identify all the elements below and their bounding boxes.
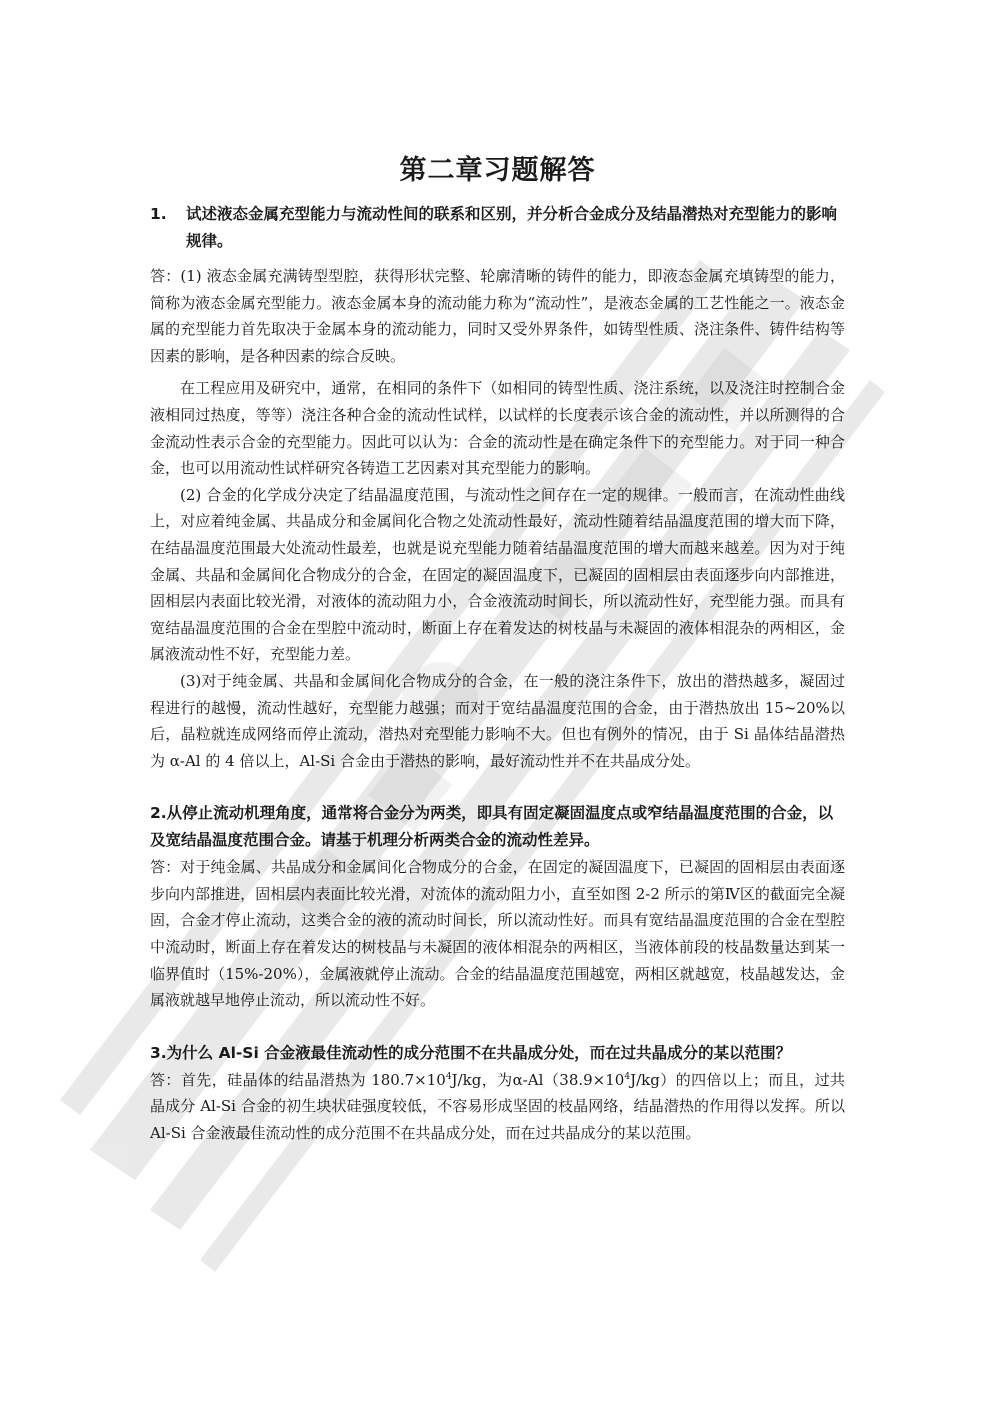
answer-3-sup-1: 4	[445, 1071, 452, 1082]
answer-3-sup-2: 4	[624, 1071, 631, 1082]
answer-1-paragraph-4: (3)对于纯金属、共晶和金属间化合物成分的合金，在一般的浇注条件下，放出的潜热越多，凝固过程进行的越慢，流动性越好，充型能力越强；而对于宽结晶温度范围的合金，由于潜热放出 15~20%以后，晶粒就连成网络而停止流动，潜热对充型能力影响不大。但也有例外的情况，由于 Si 晶体结晶潜热为 α-Al 的 4 倍以上，Al-Si 合金由于潜热的影响，最好流动性并不在共晶成分处。	[150, 671, 845, 770]
answer-1-paragraph-1: 答：(1) 液态金属充满铸型型腔，获得形状完整、轮廓清晰的铸件的能力，即液态金属充填铸型的能力，简称为液态金属充型能力。液态金属本身的流动能力称为“流动性”，是液态金属的工艺性能之一。液态金属的充型能力首先取决于金属本身的流动能力，同时又受外界条件，如铸型性质、浇注条件、铸件结构等因素的影响，是各种因素的综合反映。	[150, 267, 845, 365]
answer-3-part-2: J/kg，为α-Al（38.9×10	[451, 1070, 625, 1089]
question-1	[150, 201, 845, 255]
question-3: 3.为什么 Al-Si 合金液最佳流动性的成分范围不在共晶成分处，而在过共晶成分的某以范围？	[150, 1043, 792, 1062]
question-1-number: 1.	[150, 205, 167, 223]
answer-1-paragraph-2: 在工程应用及研究中，通常，在相同的条件下（如相同的铸型性质、浇注系统，以及浇注时控制合金液相同过热度，等等）浇注各种合金的流动性试样，以试样的长度表示该合金的流动性，并以所测得的合金流动性表示合金的充型能力。因此可以认为：合金的流动性是在确定条件下的充型能力。对于同一种合金，也可以用流动性试样研究各铸造工艺因素对其充型能力的影响。	[150, 379, 845, 478]
document-page	[150, 148, 845, 1147]
question-1-text: 试述液态金属充型能力与流动性间的联系和区别，并分析合金成分及结晶潜热对充型能力的影响规律。	[186, 205, 838, 250]
answer-3-part-1: 答：首先，硅晶体的结晶潜热为 180.7×10	[150, 1070, 446, 1089]
question-2: 2.从停止流动机理角度，通常将合金分为两类，即具有固定凝固温度点或窄结晶温度范围的合金，以及宽结晶温度范围合金。请基于机理分析两类合金的流动性差异。	[150, 804, 834, 850]
answer-3	[150, 1067, 845, 1147]
answer-3-part-3: J/kg）的四倍以上；而且，过共晶成分 Al-Si 合金的初生块状硅强度较低，不容易形成坚固的枝晶网络，结晶潜热的作用得以发挥。所以 Al-Si 合金液最佳流动性的成分范围不在共晶成分处，而在过共晶成分的某以范围。	[150, 1070, 845, 1143]
answer-1-paragraph-3: (2) 合金的化学成分决定了结晶温度范围，与流动性之间存在一定的规律。一般而言，在流动性曲线上，对应着纯金属、共晶成分和金属间化合物之处流动性最好，流动性随着结晶温度范围的增大而下降，在结晶温度范围最大处流动性最差，也就是说充型能力随着结晶温度范围的增大而越来越差。因为对于纯金属、共晶和金属间化合物成分的合金，在固定的凝固温度下，已凝固的固相层由表面逐步向内部推进，固相层内表面比较光滑，对液体的流动阻力小，合金液流动时间长，所以流动性好，充型能力强。而具有宽结晶温度范围的合金在型腔中流动时，断面上存在着发达的树枝晶与未凝固的液体相混杂的两相区，金属液流动性不好，充型能力差。	[150, 485, 845, 664]
answer-2: 答：对于纯金属、共晶成分和金属间化合物成分的合金，在固定的凝固温度下，已凝固的固相层由表面逐步向内部推进，固相层内表面比较光滑，对流体的流动阻力小，直至如图 2-2 所示的第Ⅳ区的截面完全凝固，合金才停止流动，这类合金的液的流动时间长，所以流动性好。而具有宽结晶温度范围的合金在型腔中流动时，断面上存在着发达的树枝晶与未凝固的液体相混杂的两相区，当液体前段的枝晶数量达到某一临界值时（15%-20%），金属液就停止流动。合金的结晶温度范围越宽，两相区就越宽，枝晶越发达，金属液就越早地停止流动，所以流动性不好。	[150, 858, 845, 1010]
page-title: 第二章习题解答	[399, 155, 596, 186]
